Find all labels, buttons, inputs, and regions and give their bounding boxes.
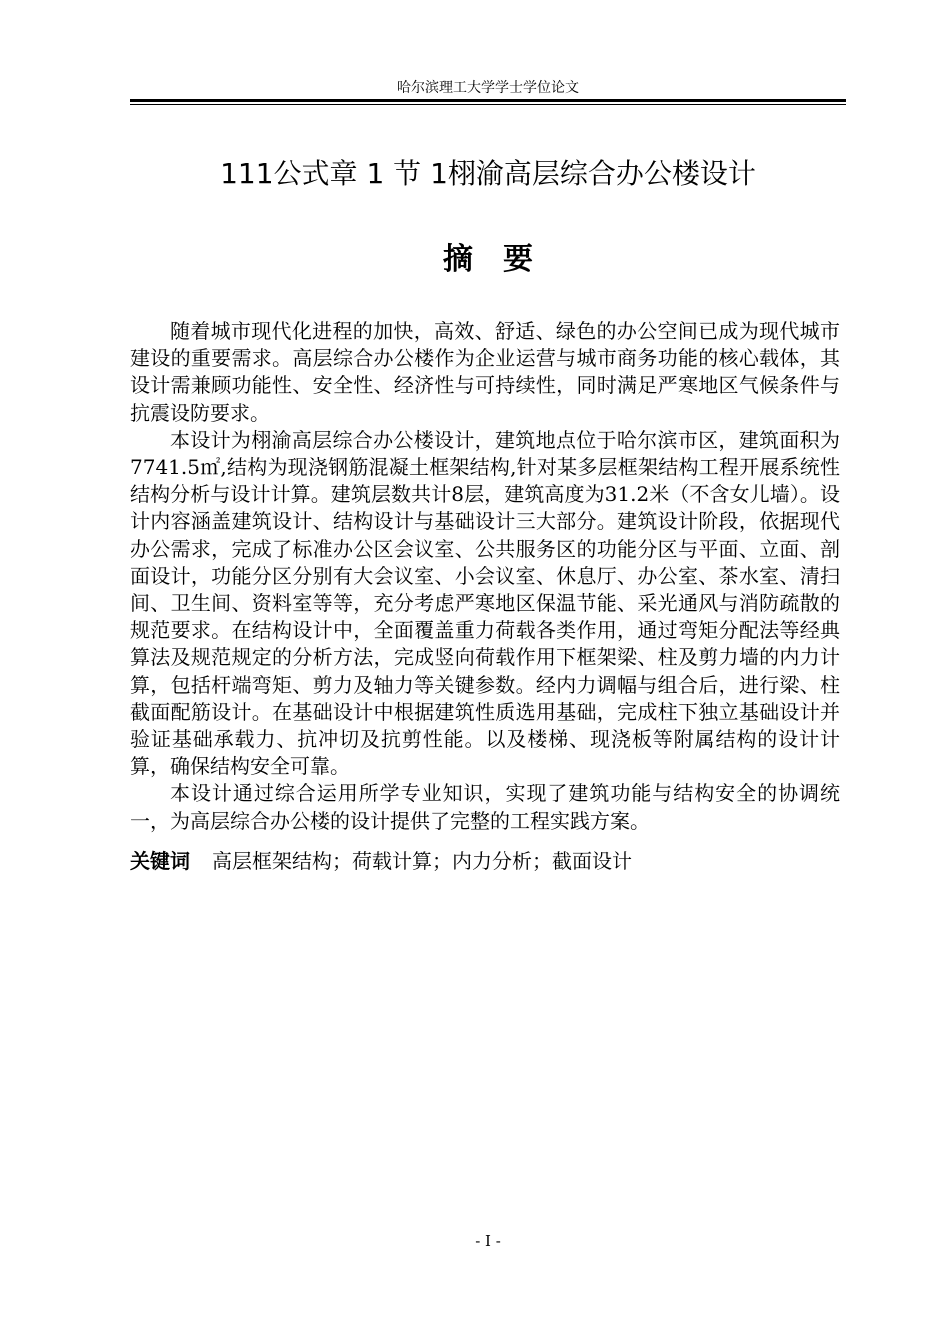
abstract-paragraph-3: 本设计通过综合运用所学专业知识，实现了建筑功能与结构安全的协调统一，为高层综合办公楼的设计提供了完整的工程实践方案。 <box>130 781 840 833</box>
keywords-text: 高层框架结构；荷载计算；内力分析；截面设计 <box>212 849 632 873</box>
header-rule-thin <box>130 104 846 105</box>
keywords-label: 关键词 <box>130 849 190 873</box>
document-title: 111公式章 1 节 1栩渝高层综合办公楼设计 <box>220 157 756 190</box>
running-header: 哈尔滨理工大学学士学位论文 <box>397 80 579 96</box>
abstract-heading: 摘要 <box>443 242 563 277</box>
abstract-body <box>130 318 840 835</box>
keywords-line <box>130 848 632 875</box>
abstract-paragraph-1: 随着城市现代化进程的加快，高效、舒适、绿色的办公空间已成为现代城市建设的重要需求。高层综合办公楼作为企业运营与城市商务功能的核心载体，其设计需兼顾功能性、安全性、经济性与可持续性，同时满足严寒地区气候条件与抗震设防要求。 <box>130 319 840 425</box>
header-rule-thick <box>130 99 846 102</box>
page-number: - I - <box>475 1232 501 1250</box>
abstract-paragraph-2: 本设计为栩渝高层综合办公楼设计，建筑地点位于哈尔滨市区，建筑面积为7741.5㎡,结构为现浇钢筋混凝土框架结构,针对某多层框架结构工程开展系统性结构分析与设计计算。建筑层数共计8层，建筑高度为31.2米（不含女儿墙）。设计内容涵盖建筑设计、结构设计与基础设计三大部分。建筑设计阶段，依据现代办公需求，完成了标准办公区会议室、公共服务区的功能分区与平面、立面、剖面设计，功能分区分别有大会议室、小会议室、休息厅、办公室、茶水室、清扫间、卫生间、资料室等等，充分考虑严寒地区保温节能、采光通风与消防疏散的规范要求。在结构设计中，全面覆盖重力荷载各类作用，通过弯矩分配法等经典算法及规范规定的分析方法，完成竖向荷载作用下框架梁、柱及剪力墙的内力计算，包括杆端弯矩、剪力及轴力等关键参数。经内力调幅与组合后，进行梁、柱截面配筋设计。在基础设计中根据建筑性质选用基础，完成柱下独立基础设计并验证基础承载力、抗冲切及抗剪性能。以及楼梯、现浇板等附属结构的设计计算，确保结构安全可靠。 <box>130 427 840 779</box>
